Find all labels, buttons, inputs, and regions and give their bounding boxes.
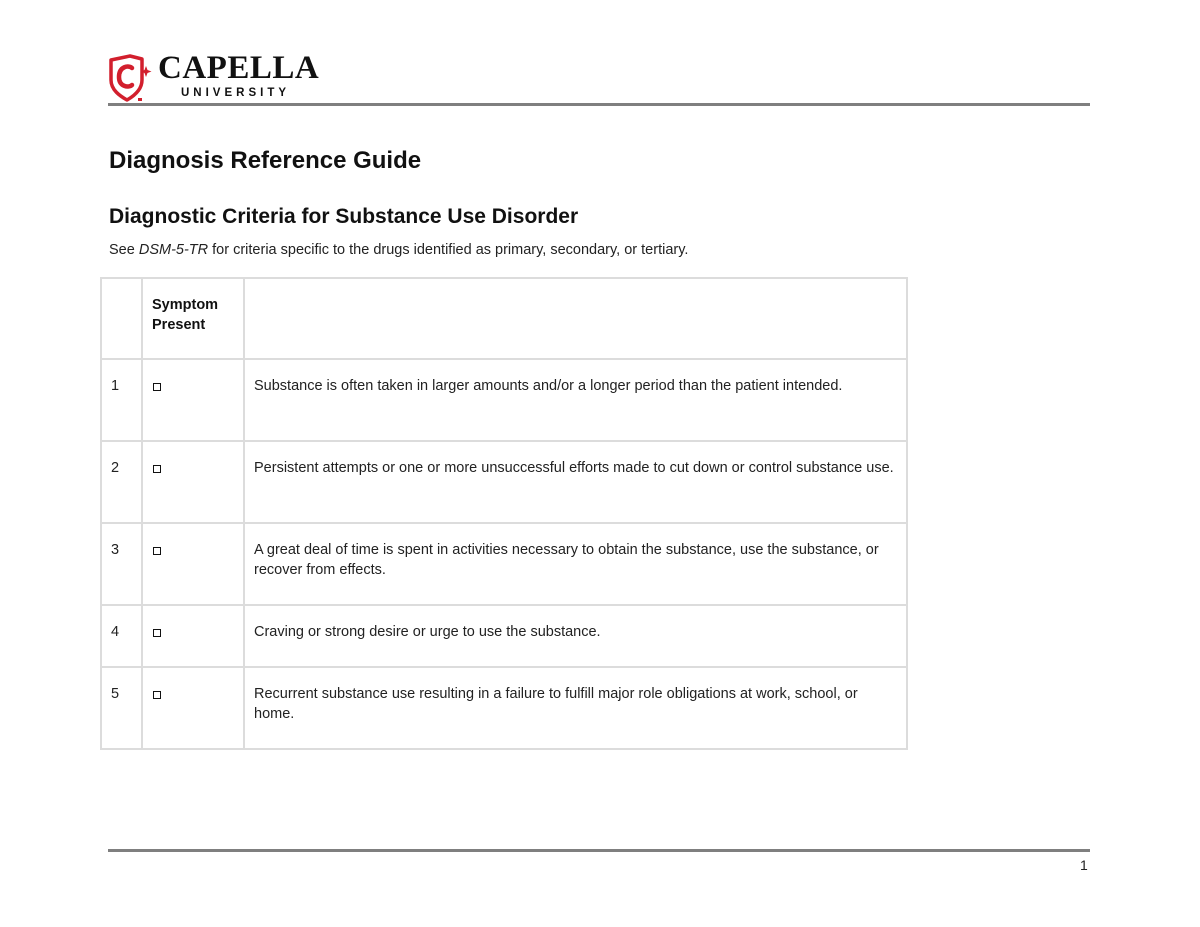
symptom-cell <box>142 441 244 523</box>
page-number: 1 <box>1080 857 1088 873</box>
criterion-text: Recurrent substance use resulting in a failure to fulfill major role obligations at work, school, or home. <box>244 667 907 749</box>
symptom-checkbox[interactable] <box>153 547 161 555</box>
criterion-text: Persistent attempts or one or more unsuccessful efforts made to cut down or control substance use. <box>244 441 907 523</box>
symptom-checkbox[interactable] <box>153 465 161 473</box>
row-number: 4 <box>101 605 142 667</box>
intro-text <box>109 241 688 259</box>
row-number: 1 <box>101 359 142 441</box>
row-number: 2 <box>101 441 142 523</box>
table-row <box>101 523 907 605</box>
header-divider <box>108 103 1090 106</box>
intro-suffix: for criteria specific to the drugs identified as primary, secondary, or tertiary. <box>208 242 689 258</box>
symptom-checkbox[interactable] <box>153 383 161 391</box>
section-title: Diagnostic Criteria for Substance Use Disorder <box>109 205 579 228</box>
capella-shield-icon <box>108 54 152 102</box>
table-row <box>101 441 907 523</box>
table-row <box>101 605 907 667</box>
symptom-checkbox[interactable] <box>153 629 161 637</box>
logo-wordmark: CAPELLA <box>158 50 320 86</box>
symptom-cell <box>142 359 244 441</box>
header-number <box>101 278 142 359</box>
criterion-text: A great deal of time is spent in activities necessary to obtain the substance, use the substance, or recover from effects. <box>244 523 907 605</box>
symptom-cell <box>142 667 244 749</box>
intro-emphasis: DSM-5-TR <box>138 242 209 258</box>
header-criterion <box>244 278 907 359</box>
row-number: 5 <box>101 667 142 749</box>
criteria-table <box>100 277 908 750</box>
table-header-row <box>101 278 907 359</box>
intro-prefix: See <box>109 242 139 258</box>
header-symptom-present: Symptom Present <box>142 278 244 359</box>
table-row <box>101 667 907 749</box>
row-number: 3 <box>101 523 142 605</box>
logo-subtitle: UNIVERSITY <box>181 87 291 99</box>
symptom-cell <box>142 523 244 605</box>
page-title: Diagnosis Reference Guide <box>109 147 422 174</box>
footer-divider <box>108 849 1090 852</box>
table-row <box>101 359 907 441</box>
criterion-text: Substance is often taken in larger amounts and/or a longer period than the patient intended. <box>244 359 907 441</box>
criterion-text: Craving or strong desire or urge to use the substance. <box>244 605 907 667</box>
symptom-checkbox[interactable] <box>153 691 161 699</box>
capella-logo <box>108 52 348 104</box>
symptom-cell <box>142 605 244 667</box>
